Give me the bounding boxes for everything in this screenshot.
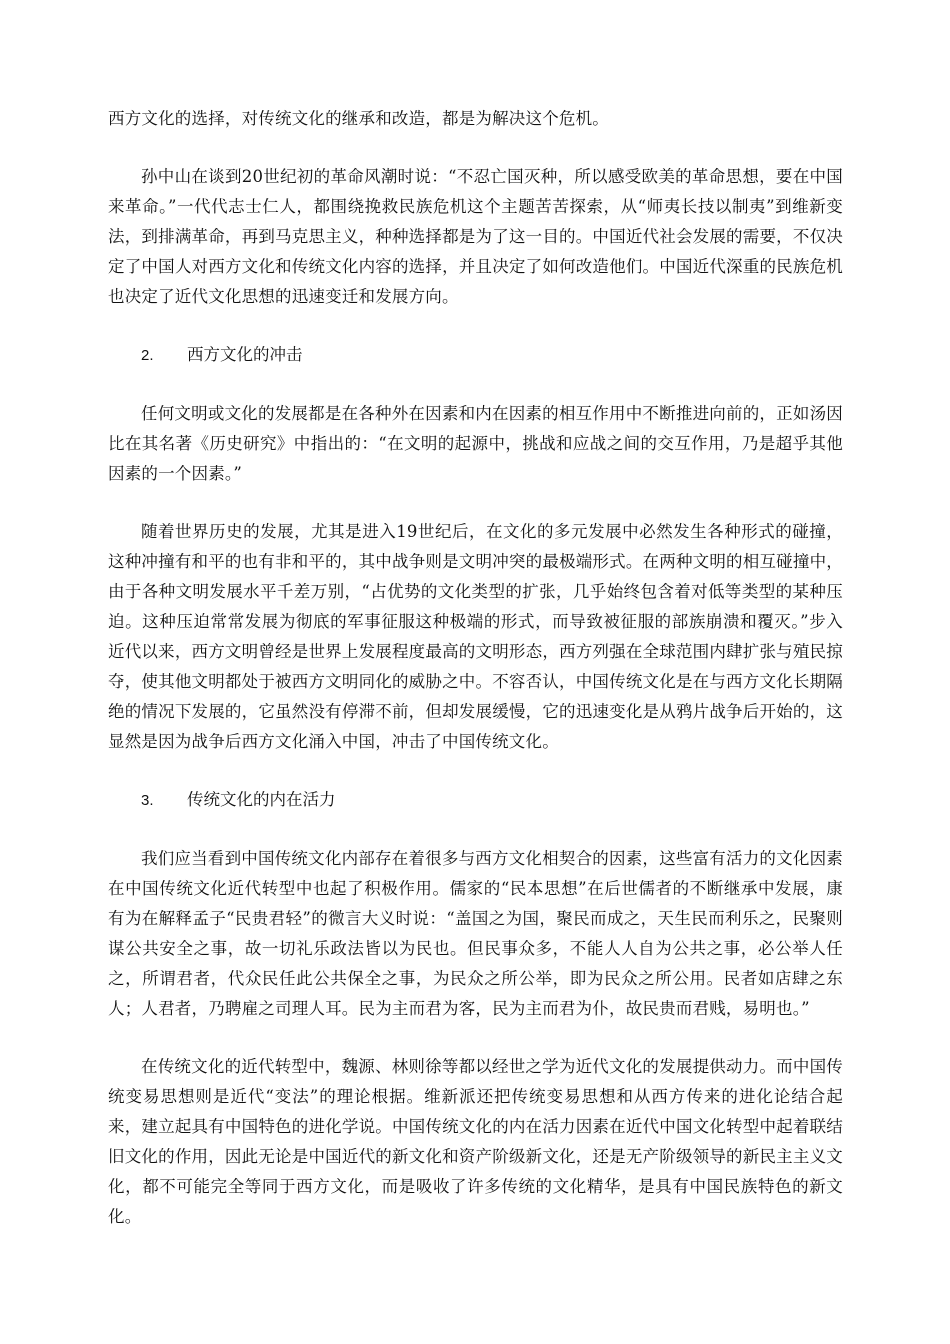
section-number: 3. [141,792,154,809]
document-page [108,104,843,1232]
section-title: 传统文化的内在活力 [187,790,336,809]
section-heading-2 [108,340,843,371]
section-number: 2. [141,347,154,364]
section-heading-3 [108,785,843,816]
paragraph-confucian-minben: 我们应当看到中国传统文化内部存在着很多与西方文化相契合的因素，这些富有活力的文化因素在中国传统文化近代转型中也起了积极作用。儒家的“民本思想”在后世儒者的不断继承中发展，康有为在解释孟子“民贵君轻”的微言大义时说：“盖国之为国，聚民而成之，天生民而利乐之，民聚则谋公共安全之事，故一切礼乐政法皆以为民也。但民事众多，不能人人自为公共之事，必公举人任之，所谓君者，代众民任此公共保全之事，为民众之所公举，即为民众之所公用。民者如店肆之东人；人君者，乃聘雇之司理人耳。民为主而君为客，民为主而君为仆，故民贵而君贱，易明也。” [108,849,843,1018]
section-title: 西方文化的冲击 [187,345,303,364]
paragraph-world-history: 随着世界历史的发展，尤其是进入19世纪后，在文化的多元发展中必然发生各种形式的碰撞，这种冲撞有和平的也有非和平的，其中战争则是文明冲突的最极端形式。在两种文明的相互碰撞中，由于各种文明发展水平千差万别，“占优势的文化类型的扩张，几乎始终包含着对低等类型的某种压迫。这种压迫常常发展为彻底的军事征服这种极端的形式，而导致被征服的部族崩溃和覆灭。”步入近代以来，西方文明曾经是世界上发展程度最高的文明形态，西方列强在全球范围内肆扩张与殖民掠夺，使其他文明都处于被西方文明同化的威胁之中。不容否认，中国传统文化是在与西方文化长期隔绝的情况下发展的，它虽然没有停滞不前，但却发展缓慢，它的迅速变化是从鸦片战争后开始的，这显然是因为战争后西方文化涌入中国，冲击了中国传统文化。 [108,522,843,751]
paragraph-continuation: 西方文化的选择，对传统文化的继承和改造，都是为解决这个危机。 [108,109,609,128]
paragraph-toynbee: 任何文明或文化的发展都是在各种外在因素和内在因素的相互作用中不断推进向前的，正如汤因比在其名著《历史研究》中指出的：“在文明的起源中，挑战和应战之间的交互作用，乃是超乎其他因素的一个因素。” [108,404,843,483]
paragraph-modern-transformation: 在传统文化的近代转型中，魏源、林则徐等都以经世之学为近代文化的发展提供动力。而中国传统变易思想则是近代“变法”的理论根据。维新派还把传统变易思想和从西方传来的进化论结合起来，建立起具有中国特色的进化学说。中国传统文化的内在活力因素在近代中国文化转型中起着联结旧文化的作用，因此无论是中国近代的新文化和资产阶级新文化，还是无产阶级领导的新民主主义文化，都不可能完全等同于西方文化，而是吸收了许多传统的文化精华，是具有中国民族特色的新文化。 [108,1057,843,1226]
paragraph-sun-yat-sen: 孙中山在谈到20世纪初的革命风潮时说：“不忍亡国灭种，所以感受欧美的革命思想，要在中国来革命。”一代代志士仁人，都围绕挽救民族危机这个主题苦苦探索，从“师夷长技以制夷”到维新变法，到排满革命，再到马克思主义，种种选择都是为了这一目的。中国近代社会发展的需要，不仅决定了中国人对西方文化和传统文化内容的选择，并且决定了如何改造他们。中国近代深重的民族危机也决定了近代文化思想的迅速变迁和发展方向。 [108,167,843,306]
